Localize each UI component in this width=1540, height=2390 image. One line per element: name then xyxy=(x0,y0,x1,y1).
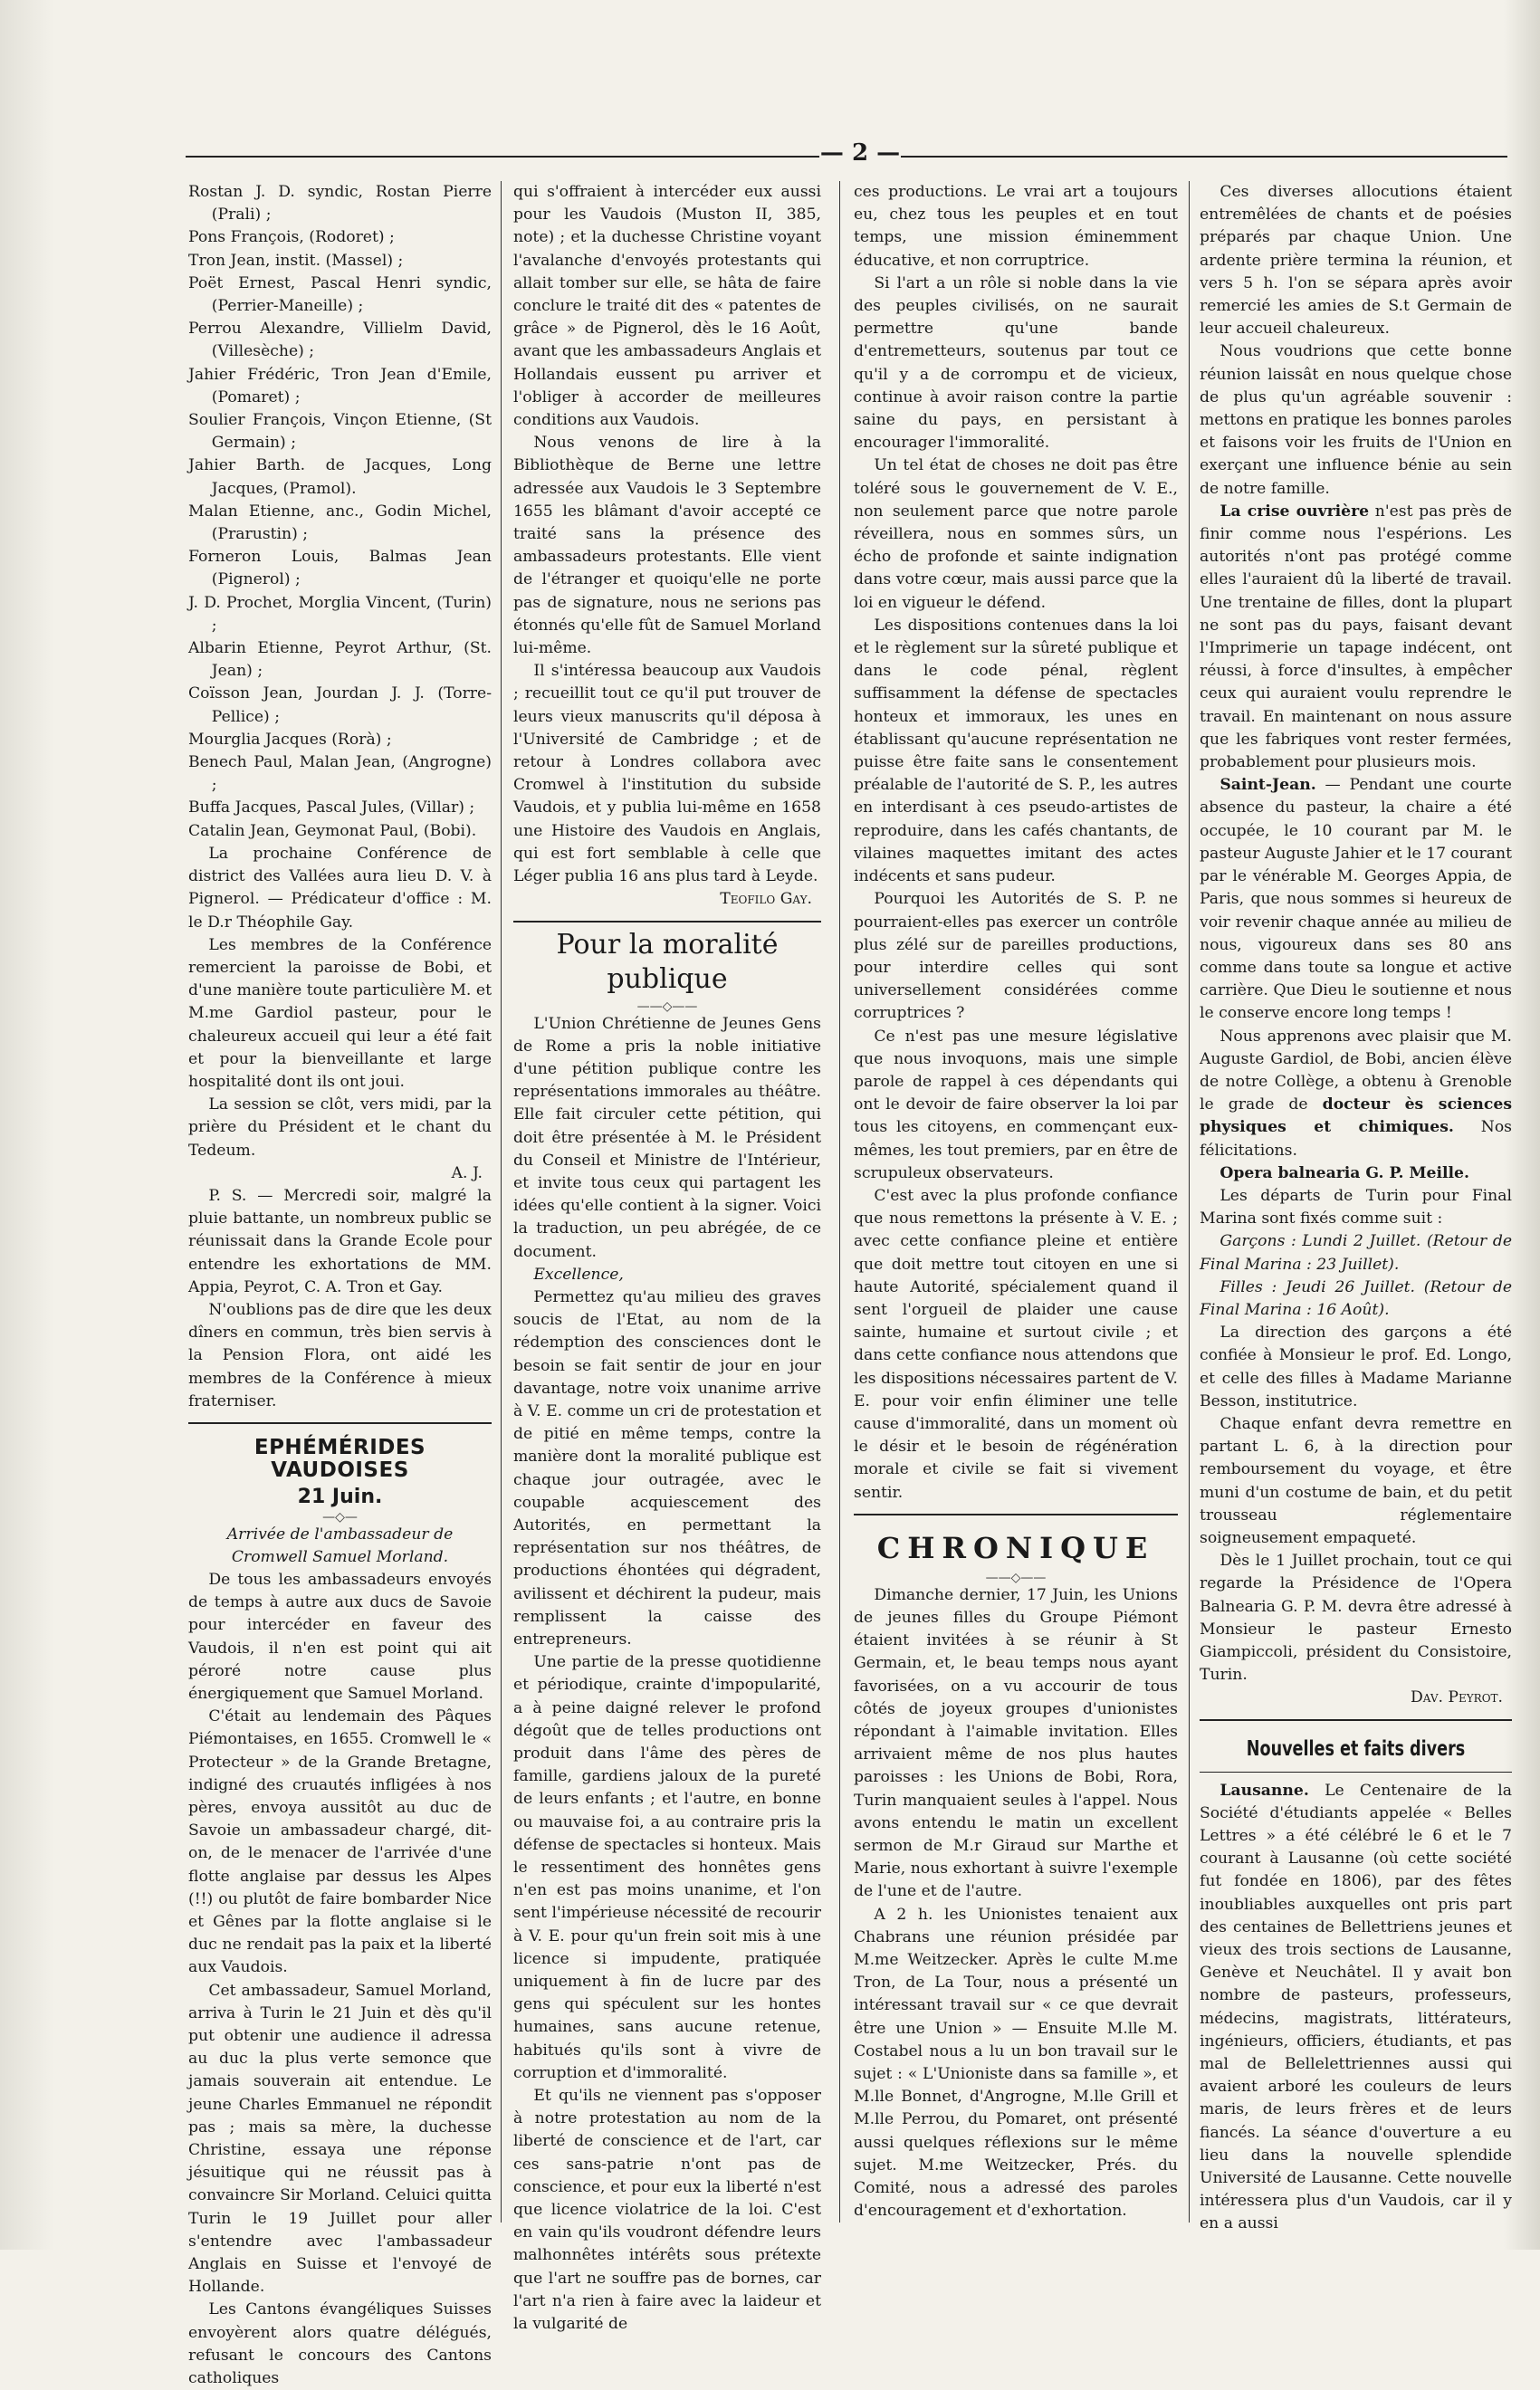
paragraph: P. S. — Mercredi soir, malgré la pluie battante, un nombreux public se réunissait dans la Grande Ecole pour entendre les exhortations de MM. Appia, Peyrot, C. A. Tron et Gay. xyxy=(188,1186,492,1296)
column-rule xyxy=(501,181,502,2223)
paragraph: Dès le 1 Juillet prochain, tout ce qui regarde la Présidence de l'Opera Balnearia G. P. M. devra être adressé à Monsieur le pasteur Ernesto Giampiccoli, président du Consistoire, Turin. xyxy=(1200,1552,1512,1685)
signature: Dav. Peyrot. xyxy=(1410,1688,1503,1707)
attendee-line: Jahier Barth. de Jacques, Long Jacques, (Pramol). xyxy=(188,456,492,498)
paragraph xyxy=(1200,1780,1512,2236)
paragraph xyxy=(1200,774,1512,1025)
column-rule xyxy=(1189,181,1190,2223)
paragraph: Les membres de la Conférence remercient la paroisse de Bobi, et d'une manière toute particulière M. et M.me Gardiol pasteur, pour le chaleureux accueil qui leur a été fait et pour la bienveillante et large hospitalité dont ils ont joui. xyxy=(188,935,492,1091)
lead-label: Saint-Jean. xyxy=(1220,776,1316,795)
paragraph: Les dispositions contenues dans la loi et le règlement sur la sûreté publique et dans le code pénal, règlent suffisamment la défense de spectacles honteux et immoraux, les unes en établissant qu'aucune représentation ne puisse être faite sans le consentement préalable de l'autorité de S. P., les autres en interdisant à ces pseudo-artistes de reproduire, dans les cafés chantants, de vilaines maquettes imitant des actes indécents et sans pudeur. xyxy=(854,616,1178,886)
attendee-line: Forneron Louis, Balmas Jean (Pignerol) ; xyxy=(188,548,492,589)
section-title-nouvelles: Nouvelles et faits divers xyxy=(1246,1736,1466,1761)
paragraph-text: Le Centenaire de la Société d'étudiants appelée « Belles Lettres » a été célébré le 6 et le 7 courant à Lausanne (où cette société fut fondée en 1806), par des fêtes inoubliables auxquelles ont pris part des centaines de Bellettriens jeunes et vieux des trois sections de Lausanne, Genève et Neuchâtel. Il y avait bon nombre de pasteurs, professeurs, médecins, magistrats, littérateurs, ingénieurs, officiers, étudiants, et pas mal de Bellelettriennes aussi qui avaient arboré les couleurs de leurs maris, de leurs frères et de leurs fiancés. La séance d'ouverture a eu lieu dans la nouvelle splendide Université de Lausanne. Cette nouvelle intéressera plus d'un Vaudois, car il y en a aussi xyxy=(1200,1781,1512,2233)
paragraph: ces productions. Le vrai art a toujours eu, chez tous les peuples et en tout temps, une mission éminemment éducative, et non corruptrice. xyxy=(854,183,1178,270)
attendee-line: Poët Ernest, Pascal Henri syndic, (Perrier-Maneille) ; xyxy=(188,273,492,316)
paragraph: Les départs de Turin pour Final Marina sont fixés comme suit : xyxy=(1200,1186,1512,1228)
ephemeris-date: 21 Juin. xyxy=(297,1486,383,1509)
paragraph: Une partie de la presse quotidienne et périodique, crainte d'impopularité, a à peine daigné relever le profond dégoût que de telles productions ont produit dans l'âme des pères de famille, gardiens jaloux de la pureté de leurs enfants ; et l'autre, en bonne ou mauvaise foi, a au contraire pris la défense de spectacles si honteux. Mais le ressentiment des honnêtes gens n'en est pas moins unanime, et l'on sent l'impérieuse nécessité de recourir à V. E. pour qu'un frein soit mis à une licence si impudente, pratiquée uniquement à fin de lucre par des gens qui spéculent sur les hontes humaines, sans aucune retenue, habitués qu'ils sont à vivre de corruption et d'immoralité. xyxy=(513,1653,821,2082)
degree-label: docteur ès sciences physiques et chimiques. xyxy=(1200,1095,1512,1137)
paragraph: L'Union Chrétienne de Jeunes Gens de Rome a pris la noble initiative d'une pétition publique contre les représentations immorales au théâtre. Elle fait circuler cette pétition, qui doit être présentée à M. le Président du Conseil et Ministre de l'Intérieur, et invite tous ceux qui partagent les idées qu'elle contient à la signer. Voici la traduction, un peu abrégée, de ce document. xyxy=(513,1014,821,1261)
paragraph: Ces diverses allocutions étaient entremêlées de chants et de poésies préparés par chaque Union. Une ardente prière termina la réunion, et vers 5 h. l'on se sépara après avoir remercié les amies de S.t Germain de leur accueil chaleureux. xyxy=(1200,183,1512,339)
page-number: — 2 — xyxy=(819,139,901,167)
paragraph-text: n'est pas près de finir comme nous l'espérions. Les autorités n'ont pas protégé comme elles l'auraient dû la liberté de travail. Une trentaine de filles, dont la plupart ne sont pas du pays, faisant devant l'Imprimerie un tapage indécent, ont réussi, à force d'insultes, à empêcher ceux qui auraient voulu reprendre le travail. En maintenant on nous assure que les fabriques vont rester fermées, probablement pour plusieurs mois. xyxy=(1200,502,1512,772)
paragraph: N'oublions pas de dire que les deux dîners en commun, très bien servis à la Pension Flora, ont aidé les membres de la Conférence à mieux fraterniser. xyxy=(188,1300,492,1410)
ornament-icon: ——◇—— xyxy=(636,999,698,1014)
paragraph-text: Nos félicitations. xyxy=(1200,1118,1512,1160)
attendee-line: Coïsson Jean, Jourdan J. J. (Torre-Pellice) ; xyxy=(188,684,492,726)
paragraph: Nous voudrions que cette bonne réunion laissât en nous quelque chose de plus qu'un agréable souvenir : mettons en pratique les bonnes paroles et faisons voir les fruits de l'Union en exerçant une influence bénie au sein de notre famille. xyxy=(1200,342,1512,498)
opera-title: Opera balnearia G. P. Meille. xyxy=(1220,1163,1469,1182)
page-header xyxy=(186,139,1507,167)
paragraph: qui s'offraient à intercéder eux aussi pour les Vaudois (Muston II, 385, note) ; et la duchesse Christine voyant l'avalanche d'envoyés protestants qui allait tomber sur elle, se hâta de faire conclure le traité dit des « patentes de grâce » de Pignerol, dès le 16 Août, avant que les ambassadeurs Anglais et Hollandais eussent pu arriver et l'obliger à accorder de meilleures conditions aux Vaudois. xyxy=(513,183,821,430)
paragraph xyxy=(1200,1026,1512,1162)
paragraph: La direction des garçons a été confiée à Monsieur le prof. Ed. Longo, et celle des filles à Madame Marianne Besson, institutrice. xyxy=(1200,1324,1512,1410)
paragraph: Les Cantons évangéliques Suisses envoyèrent alors quatre délégués, refusant le concours des Cantons catholiques xyxy=(188,2300,492,2388)
section-divider xyxy=(1200,1772,1512,1773)
paragraph xyxy=(1200,501,1512,774)
column-4 xyxy=(1200,181,1512,2233)
paragraph: Chaque enfant devra remettre en partant L. 6, à la direction pour remboursement du voyage, et être muni d'un costume de bain, et du petit trousseau réglementaire soigneusement empaqueté. xyxy=(1200,1414,1512,1547)
section-title-moralite: Pour la moralité publique xyxy=(556,928,779,995)
paragraph: La session se clôt, vers midi, par la prière du Président et le chant du Tedeum. xyxy=(188,1095,492,1160)
attendee-line: Benech Paul, Malan Jean, (Angrogne) ; xyxy=(188,753,492,795)
attendee-line: Catalin Jean, Geymonat Paul, (Bobi). xyxy=(188,821,477,840)
salutation: Excellence, xyxy=(533,1265,624,1284)
ephemeris-subtitle: Arrivée de l'ambassadeur de Cromwell Samuel Morland. xyxy=(226,1525,454,1566)
departure-girls: Filles : Jeudi 26 Juillet. (Retour de Final Marina : 16 Août). xyxy=(1200,1277,1512,1319)
section-divider xyxy=(854,1514,1178,1515)
column-2 xyxy=(513,181,821,2334)
attendee-line: Malan Etienne, anc., Godin Michel, (Prarustin) ; xyxy=(188,502,492,544)
paragraph: A 2 h. les Unionistes tenaient aux Chabrans une réunion présidée par M.me Weitzecker. Après le culte M.me Tron, de La Tour, nous a présenté un intéressant travail sur « ce que devrait être une Union » — Ensuite M.lle M. Costabel nous a lu un bon travail sur le sujet : « L'Unioniste dans sa famille », et M.lle Bonnet, d'Angrogne, M.lle Grill et M.lle Perrou, du Pomaret, ont présenté aussi quelques réflexions sur le même sujet. M.me Weitzecker, Prés. du Comité, nous a adressé des paroles d'encouragement et d'exhortation. xyxy=(854,1905,1178,2221)
attendee-line: Soulier François, Vinçon Etienne, (St Germain) ; xyxy=(188,411,492,453)
ornament-icon: ——◇—— xyxy=(985,1570,1047,1585)
signature: A. J. xyxy=(451,1163,483,1182)
paragraph: Il s'intéressa beaucoup aux Vaudois ; recueillit tout ce qu'il put trouver de leurs vieux manuscrits qu'il déposa à l'Université de Cambridge ; et de retour à Londres collabora avec Cromwel à l'institution du subside Vaudois, et y publia lui-même en 1658 une Histoire des Vaudois en Anglais, qui est fort semblable à celle que Léger publia 16 ans plus tard à Leyde. xyxy=(513,662,821,886)
column-3 xyxy=(854,181,1178,2221)
paragraph-text: — Pendant une courte absence du pasteur, la chaire a été occupée, le 10 courant par M. le pasteur Auguste Jahier et le 17 courant par le vénérable M. Georges Appia, de Paris, que nous sommes si heureux de voir revenir chaque année au milieu de nous, vigoureux dans ses 80 ans comme dans toute sa longue et active carrière. Que Dieu le soutienne et nous le conserve encore long temps ! xyxy=(1200,776,1512,1023)
column-1 xyxy=(188,181,492,2388)
paragraph: C'est avec la plus profonde confiance que nous remettons la présente à V. E. ; avec cette confiance pleine et entière que doit mettre tout citoyen en une si haute Autorité, spécialement quand il sent l'orgueil de plaider une cause sainte, humaine et surtout civile ; et dans cette confiance nous attendons que les dispositions nécessaires partent de V. E. pour voir enfin éliminer une telle cause d'immoralité, dans un moment où le désir et le besoin de régénération morale et civile se fait si vivement sentir. xyxy=(854,1186,1178,1502)
section-divider xyxy=(1200,1719,1512,1721)
paragraph: Dimanche dernier, 17 Juin, les Unions de jeunes filles du Groupe Piémont étaient invitées à se réunir à St Germain, et, le beau temps nous ayant favorisées, on a vu accourir de tous côtés de joyeux groupes d'unionistes répondant à l'aimable invitation. Elles arrivaient même de nos plus hautes paroisses : les Unions de Bobi, Rora, Turin manquaient seules à l'appel. Nous avons entendu le matin un excellent sermon de M.r Giraud sur Marthe et Marie, nous exhortant à suivre l'exemple de l'une et de l'autre. xyxy=(854,1585,1178,1901)
paragraph: Ce n'est pas une mesure législative que nous invoquons, mais une simple parole de rappel à ces dépendants qui ont le devoir de faire observer la loi par tous les citoyens, en commençant eux-mêmes, les tout premiers, par en être de scrupuleux observateurs. xyxy=(854,1027,1178,1182)
attendee-line: Jahier Frédéric, Tron Jean d'Emile, (Pomaret) ; xyxy=(188,365,492,406)
paragraph: C'était au lendemain des Pâques Piémontaises, en 1655. Cromwell le « Protecteur » de la Grande Bretagne, indigné des cruautés infligées à nos pères, envoya aussitôt au duc de Savoie un ambassadeur chargé, dit-on, de le menacer de l'arrivée d'une flotte anglaise par dessus les Alpes (!!) ou plutôt de faire bombarder Nice et Gênes par la flotte anglaise si le duc ne rendait pas la paix et la liberté aux Vaudois. xyxy=(188,1707,492,1977)
attendee-line: Buffa Jacques, Pascal Jules, (Villar) ; xyxy=(188,798,475,817)
paragraph: Pourquoi les Autorités de S. P. ne pourraient-elles pas exercer un contrôle plus zélé sur de pareilles productions, pour interdire celles qui sont universellement considérées comme corruptrices ? xyxy=(854,890,1178,1023)
attendee-line: Mourglia Jacques (Rorà) ; xyxy=(188,730,392,749)
section-title-ephemerides: EPHÉMÉRIDES VAUDOISES xyxy=(253,1435,426,1483)
ornament-icon: —◇— xyxy=(322,1509,358,1525)
paragraph: Permettez qu'au milieu des graves soucis de l'Etat, au nom de la rédemption des consciences dont le besoin se fait sentir de jour en jour davantage, notre voix unanime arrive à V. E. comme un cri de protestation et de pitié en même temps, contre la manière dont la moralité publique est chaque jour outragée, avec le coupable acquiescement des Autorités, en permettant la représentation sur nos théâtres, de productions éhontées qui dégradent, avilissent et déchirent la pudeur, mais remplissent la caisse des entrepreneurs. xyxy=(513,1287,821,1649)
attendee-line: Albarin Etienne, Peyrot Arthur, (St. Jean) ; xyxy=(188,639,492,681)
attendee-line: Rostan J. D. syndic, Rostan Pierre (Prali) ; xyxy=(188,183,492,225)
attendee-line: Tron Jean, instit. (Massel) ; xyxy=(188,251,404,270)
signature: Teofilo Gay. xyxy=(720,890,812,909)
paragraph-text: Nous apprenons avec plaisir que M. Auguste Gardiol, de Bobi, ancien élève de notre Collège, a obtenu à Grenoble le grade de xyxy=(1200,1027,1512,1114)
paragraph: Et qu'ils ne viennent pas s'opposer à notre protestation au nom de la liberté de conscience et de l'art, car ces sans-patrie n'ont pas de conscience, et pour eux la liberté n'est que licence violatrice de la loi. C'est en vain qu'ils voudront défendre leurs malhonnêtes intérêts sous prétexte que l'art ne souffre pas de bornes, car l'art n'a rien à faire avec la laideur et la vulgarité de xyxy=(513,2087,821,2334)
paragraph: Nous venons de lire à la Bibliothèque de Berne une lettre adressée aux Vaudois le 3 Septembre 1655 les blâmant d'avoir accepté ce traité sans la présence des ambassadeurs protestants. Elle vient de l'étranger et quoiqu'elle ne porte pas de signature, nous ne serions pas étonnés qu'elle fût de Samuel Morland lui-même. xyxy=(513,434,821,658)
departure-boys: Garçons : Lundi 2 Juillet. (Retour de Final Marina : 23 Juillet). xyxy=(1200,1232,1512,1274)
attendee-line: Perrou Alexandre, Villielm David, (Villesèche) ; xyxy=(188,320,492,361)
section-divider xyxy=(188,1422,492,1424)
paragraph: De tous les ambassadeurs envoyés de temps à autre aux ducs de Savoie pour intercéder en faveur des Vaudois, il n'en est point qui ait péroré notre cause plus énergiquement que Samuel Morland. xyxy=(188,1570,492,1703)
section-title-chronique: CHRONIQUE xyxy=(876,1530,1155,1565)
attendee-line: Pons François, (Rodoret) ; xyxy=(188,228,395,247)
column-rule xyxy=(839,181,840,2223)
paragraph: Un tel état de choses ne doit pas être toléré sous le gouvernement de V. E., non seulement parce que notre parole réveillera, nous en sommes sûrs, un écho de profonde et sainte indignation dans votre cœur, mais aussi parce que la loi en vigueur le défend. xyxy=(854,456,1178,612)
lead-label: Lausanne. xyxy=(1220,1781,1309,1800)
section-divider xyxy=(513,921,821,923)
lead-label: La crise ouvrière xyxy=(1220,502,1370,521)
page-edge-left xyxy=(0,0,54,2250)
paragraph: Si l'art a un rôle si noble dans la vie des peuples civilisés, on ne saurait permettre qu'une bande d'entremetteurs, soutenus par tout ce qu'il y a de corrompu et de vicieux, continue à avoir raison contre la partie saine du pays, en persistant à encourager l'immoralité. xyxy=(854,273,1178,453)
paragraph: Cet ambassadeur, Samuel Morland, arriva à Turin le 21 Juin et dès qu'il put obtenir une audience il adressa au duc la plus verte semonce que jamais souverain ait entendue. Le jeune Charles Emmanuel ne répondit pas ; mais sa mère, la duchesse Christine, essaya une réponse jésuitique qui ne réussit pas à convaincre Sir Morland. Celuici quitta Turin le 19 Juillet pour aller s'entendre avec l'ambassadeur Anglais en Suisse et l'envoyé de Hollande. xyxy=(188,1981,492,2297)
attendee-line: J. D. Prochet, Morglia Vincent, (Turin) ; xyxy=(188,593,492,635)
paragraph: La prochaine Conférence de district des Vallées aura lieu D. V. à Pignerol. — Prédicateur d'office : M. le D.r Théophile Gay. xyxy=(188,844,492,932)
